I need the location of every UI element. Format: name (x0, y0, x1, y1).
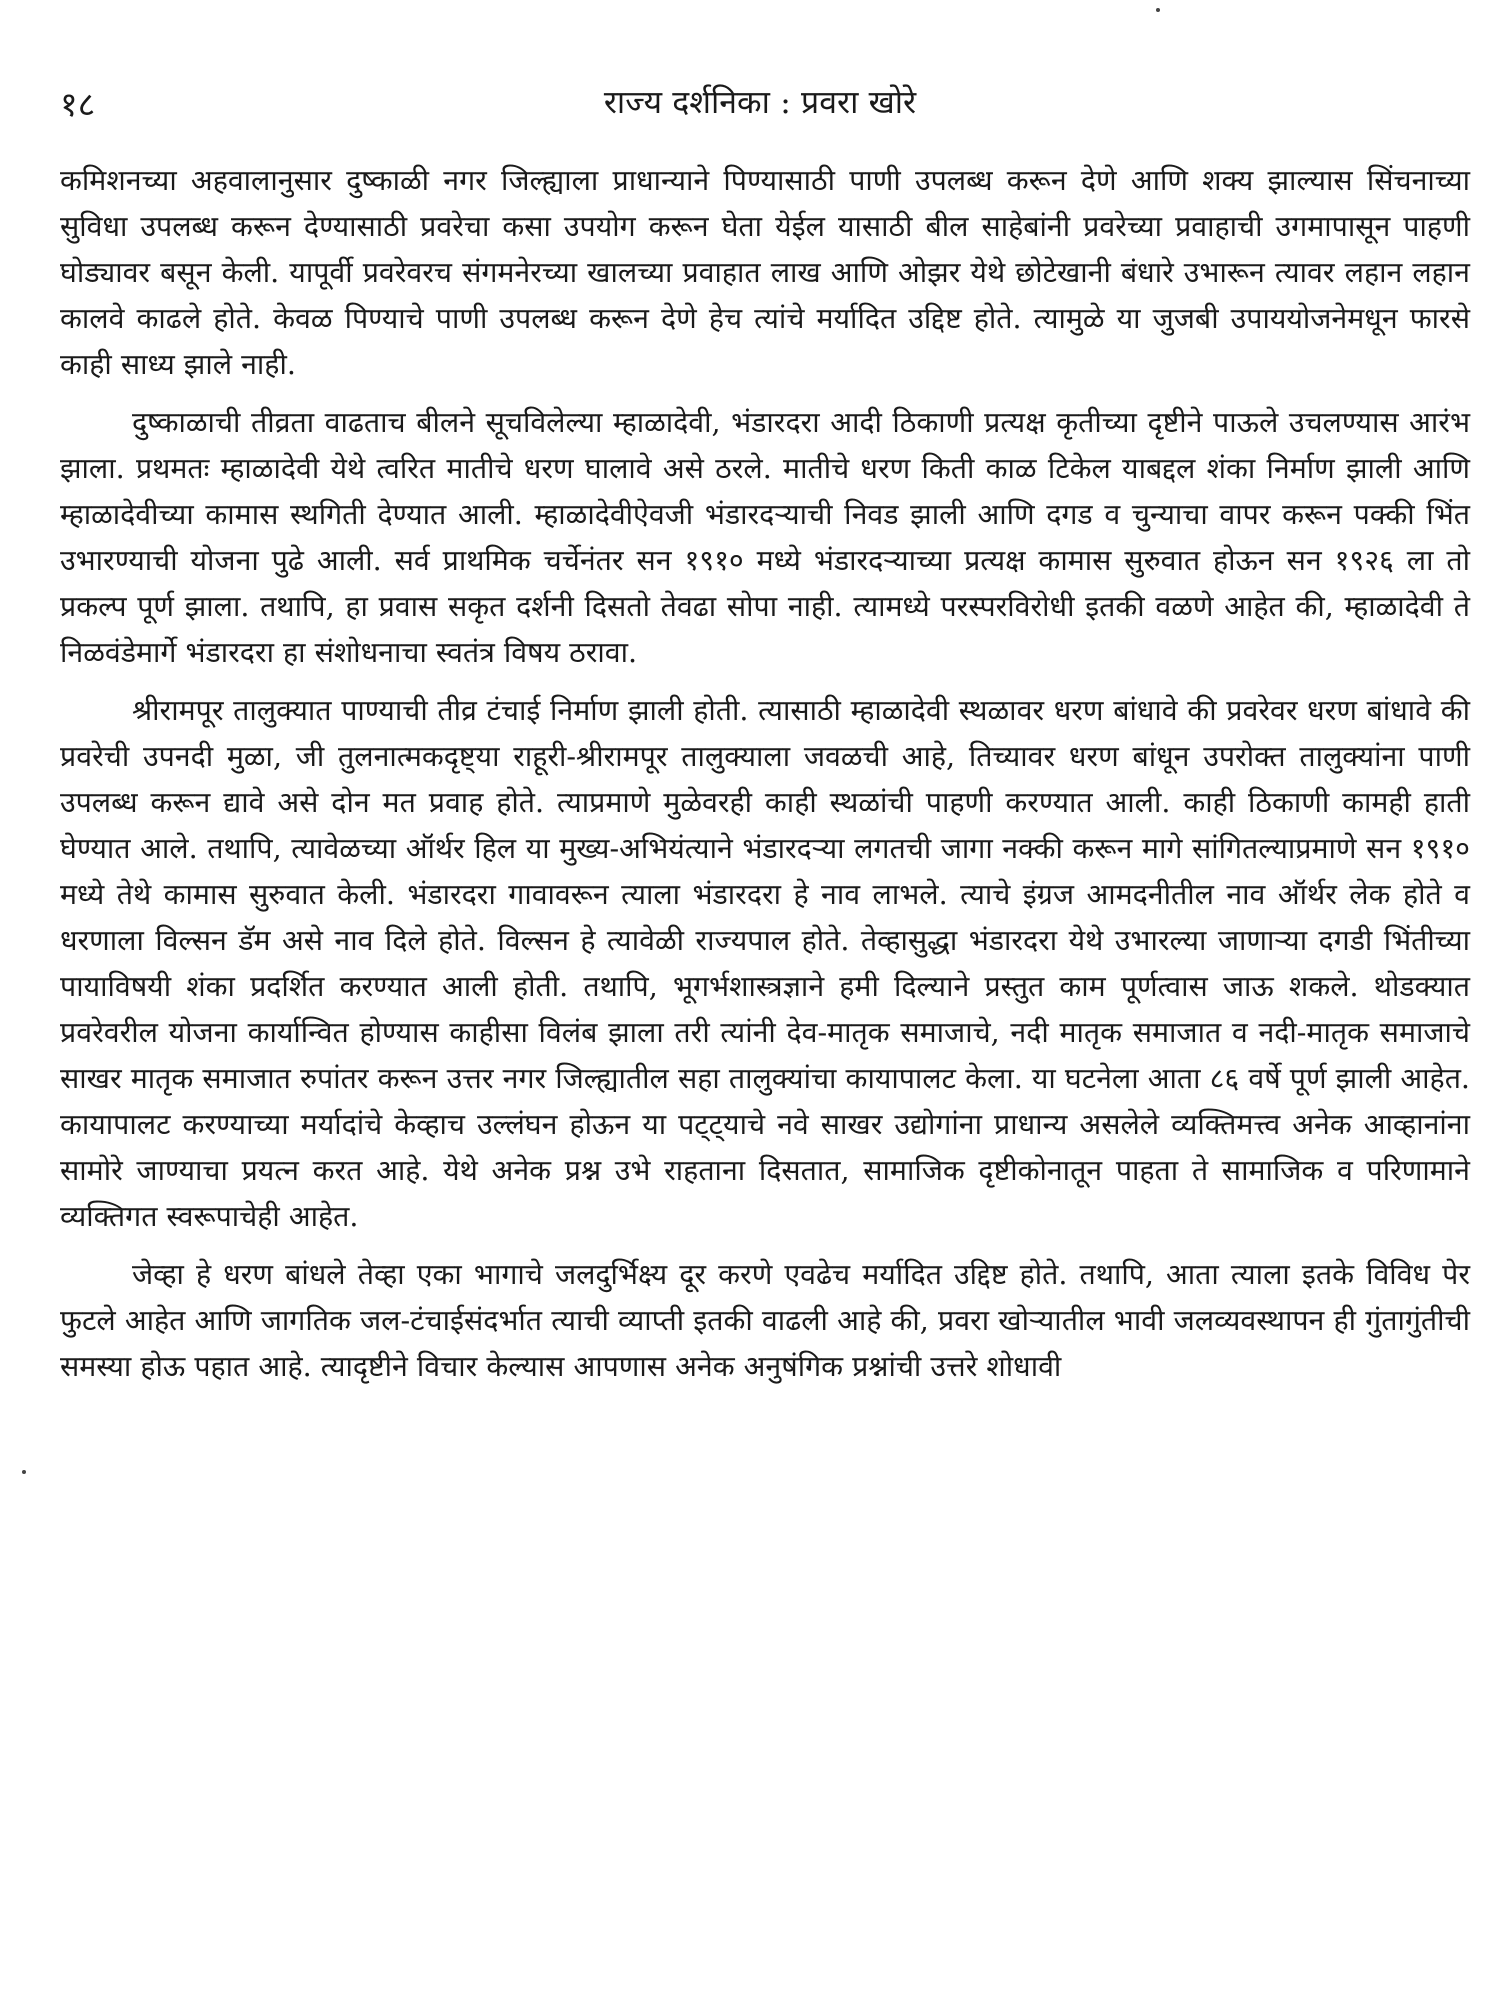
paragraph: दुष्काळाची तीव्रता वाढताच बीलने सूचविलेल्या म्हाळादेवी, भंडारदरा आदी ठिकाणी प्रत्यक्ष कृतीच्या दृष्टीने पाऊले उचलण्यास आरंभ झाला. प्रथमतः म्हाळादेवी येथे त्वरित मातीचे धरण घालावे असे ठरले. मातीचे धरण किती काळ टिकेल याबद्दल शंका निर्माण झाली आणि म्हाळादेवीच्या कामास स्थगिती देण्यात आली. म्हाळादेवीऐवजी भंडारदऱ्याची निवड झाली आणि दगड व चुन्याचा वापर करून पक्की भिंत उभारण्याची योजना पुढे आली. सर्व प्राथमिक चर्चेनंतर सन १९१० मध्ये भंडारदऱ्याच्या प्रत्यक्ष कामास सुरुवात होऊन सन १९२६ ला तो प्रकल्प पूर्ण झाला. तथापि, हा प्रवास सकृत दर्शनी दिसतो तेवढा सोपा नाही. त्यामध्ये परस्परविरोधी इतकी वळणे आहेत की, म्हाळादेवी ते निळवंडेमार्गे भंडारदरा हा संशोधनाचा स्वतंत्र विषय ठरावा. (60, 406, 1470, 669)
body-text (60, 158, 1470, 1402)
scan-speck (1156, 8, 1160, 12)
scan-speck (22, 1470, 26, 1474)
page-header (60, 80, 1460, 130)
running-title: राज्य दर्शनिका : प्रवरा खोरे (603, 83, 917, 121)
paragraph: कमिशनच्या अहवालानुसार दुष्काळी नगर जिल्ह्याला प्राधान्याने पिण्यासाठी पाणी उपलब्ध करून देणे आणि शक्य झाल्यास सिंचनाच्या सुविधा उपलब्ध करून देण्यासाठी प्रवरेचा कसा उपयोग करून घेता येईल यासाठी बील साहेबांनी प्रवरेच्या प्रवाहाची उगमापासून पाहणी घोड्यावर बसून केली. यापूर्वी प्रवरेवरच संगमनेरच्या खालच्या प्रवाहात लाख आणि ओझर येथे छोटेखानी बंधारे उभारून त्यावर लहान लहान कालवे काढले होते. केवळ पिण्याचे पाणी उपलब्ध करून देणे हेच त्यांचे मर्यादित उद्दिष्ट होते. त्यामुळे या जुजबी उपाययोजनेमधून फारसे काही साध्य झाले नाही. (60, 164, 1470, 381)
paragraph: जेव्हा हे धरण बांधले तेव्हा एका भागाचे जलदुर्भिक्ष्य दूर करणे एवढेच मर्यादित उद्दिष्ट होते. तथापि, आता त्याला इतके विविध पेर फुटले आहेत आणि जागतिक जल-टंचाईसंदर्भात त्याची व्याप्ती इतकी वाढली आहे की, प्रवरा खोऱ्यातील भावी जलव्यवस्थापन ही गुंतागुंतीची समस्या होऊ पहात आहे. त्यादृष्टीने विचार केल्यास आपणास अनेक अनुषंगिक प्रश्नांची उत्तरे शोधावी (60, 1258, 1470, 1383)
paragraph: श्रीरामपूर तालुक्यात पाण्याची तीव्र टंचाई निर्माण झाली होती. त्यासाठी म्हाळादेवी स्थळावर धरण बांधावे की प्रवरेवर धरण बांधावे की प्रवरेची उपनदी मुळा, जी तुलनात्मकदृष्ट्या राहूरी-श्रीरामपूर तालुक्याला जवळची आहे, तिच्यावर धरण बांधून उपरोक्त तालुक्यांना पाणी उपलब्ध करून द्यावे असे दोन मत प्रवाह होते. त्याप्रमाणे मुळेवरही काही स्थळांची पाहणी करण्यात आली. काही ठिकाणी कामही हाती घेण्यात आले. तथापि, त्यावेळच्या ऑर्थर हिल या मुख्य-अभियंत्याने भंडारदऱ्या लगतची जागा नक्की करून मागे सांगितल्याप्रमाणे सन १९१० मध्ये तेथे कामास सुरुवात केली. भंडारदरा गावावरून त्याला भंडारदरा हे नाव लाभले. त्याचे इंग्रज आमदनीतील नाव ऑर्थर लेक होते व धरणाला विल्सन डॅम असे नाव दिले होते. विल्सन हे त्यावेळी राज्यपाल होते. तेव्हासुद्धा भंडारदरा येथे उभारल्या जाणाऱ्या दगडी भिंतीच्या पायाविषयी शंका प्रदर्शित करण्यात आली होती. तथापि, भूगर्भशास्त्रज्ञाने हमी दिल्याने प्रस्तुत काम पूर्णत्वास जाऊ शकले. थोडक्यात प्रवरेवरील योजना कार्यान्वित होण्यास काहीसा विलंब झाला तरी त्यांनी देव-मातृक समाजाचे, नदी मातृक समाजात व नदी-मातृक समाजाचे साखर मातृक समाजात रुपांतर करून उत्तर नगर जिल्ह्यातील सहा तालुक्यांचा कायापालट केला. या घटनेला आता ८६ वर्षे पूर्ण झाली आहेत. कायापालट करण्याच्या मर्यादांचे केव्हाच उल्लंघन होऊन या पट्ट्याचे नवे साखर उद्योगांना प्राधान्य असलेले व्यक्तिमत्त्व अनेक आव्हानांना सामोरे जाण्याचा प्रयत्न करत आहे. येथे अनेक प्रश्न उभे राहताना दिसतात, सामाजिक दृष्टीकोनातून पाहता ते सामाजिक व परिणामाने व्यक्तिगत स्वरूपाचेही आहेत. (60, 694, 1470, 1233)
page-number: १८ (60, 85, 96, 125)
